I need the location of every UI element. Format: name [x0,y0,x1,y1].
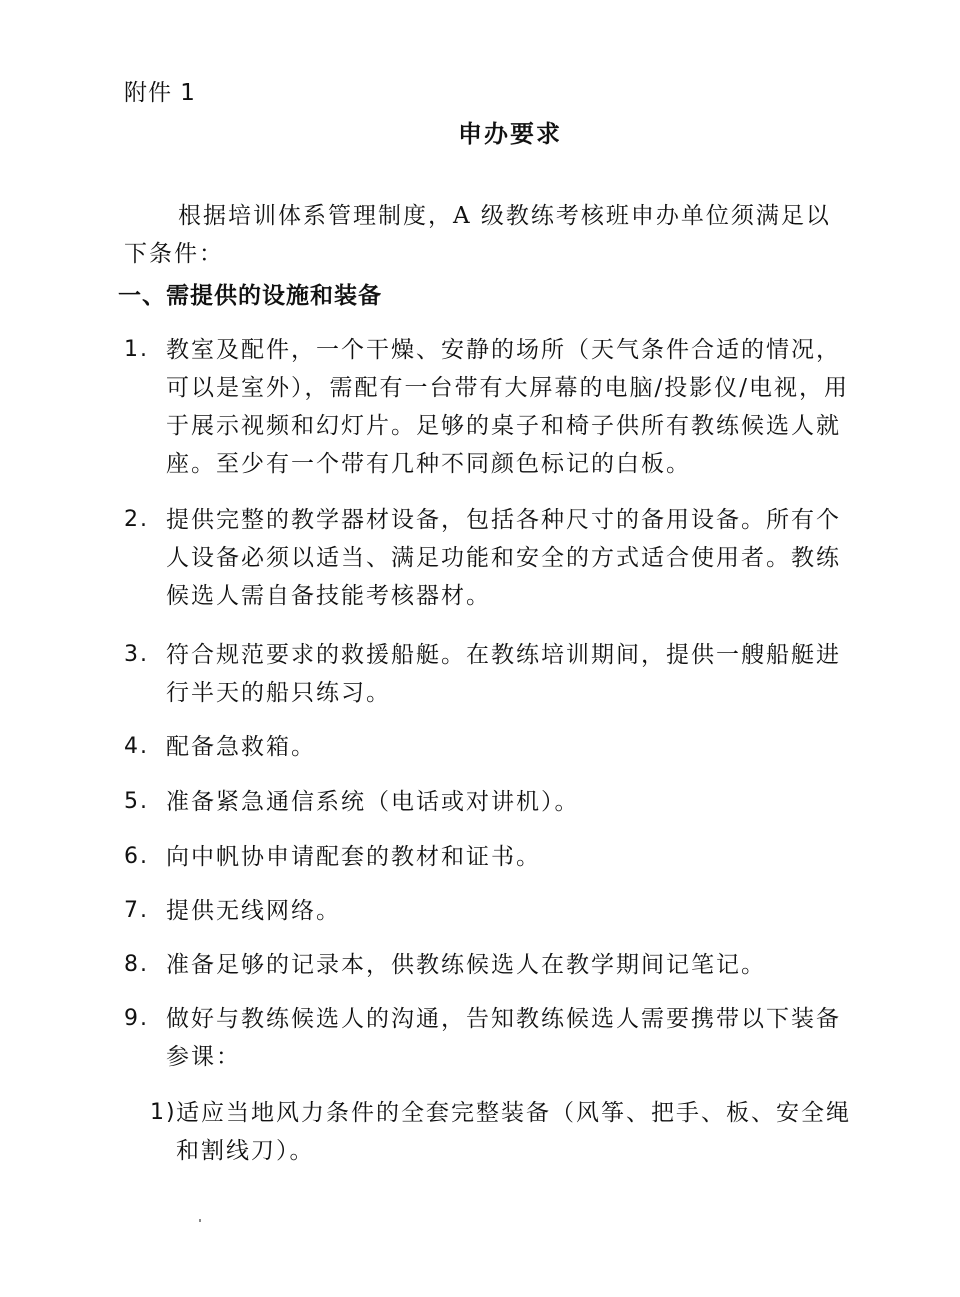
list-item-text: 提供完整的教学器材设备，包括各种尺寸的备用设备。所有个人设备必须以适当、满足功能和安全的方式适合使用者。教练候选人需自备技能考核器材。 [166,507,841,609]
list-item [124,946,854,984]
intro-paragraph: 根据培训体系管理制度，A 级教练考核班申办单位须满足以下条件： [124,203,831,267]
scan-speck [199,1219,201,1222]
list-item [124,892,854,930]
list-item-number: 8. [124,952,149,977]
attachment-label: 附件 1 [124,80,196,106]
list-item-text: 做好与教练候选人的沟通，告知教练候选人需要携带以下装备参课： [166,1006,841,1070]
sub-list-item [150,1094,860,1170]
list-item-number: 3. [124,642,149,667]
document-title: 申办要求 [458,120,562,148]
section-heading: 一、需提供的设施和装备 [118,283,382,309]
list-item-text: 教室及配件，一个干燥、安静的场所（天气条件合适的情况，可以是室外），需配有一台带有大屏幕的电脑/投影仪/电视，用于展示视频和幻灯片。足够的桌子和椅子供所有教练候选人就座。至少有一个带有几种不同颜色标记的白板。 [166,337,849,477]
list-item-number: 7. [124,898,149,923]
list-item-text: 符合规范要求的救援船艇。在教练培训期间，提供一艘船艇进行半天的船只练习。 [166,642,841,706]
list-item-text: 提供无线网络。 [166,898,341,924]
sub-list-item-number: 1) [150,1100,177,1125]
list-item-number: 4. [124,734,149,759]
list-item-number: 2. [124,507,149,532]
list-item [124,1000,854,1076]
list-item-number: 9. [124,1006,149,1031]
list-item-text: 向中帆协申请配套的教材和证书。 [166,844,541,870]
list-item [124,331,854,483]
list-item-text: 配备急救箱。 [166,734,316,760]
list-item [124,728,854,766]
list-item [124,838,854,876]
list-item [124,783,854,821]
list-item [124,501,854,615]
list-item [124,636,854,712]
list-item-number: 1. [124,337,149,362]
list-item-number: 5. [124,789,149,814]
sub-list-item-text: 适应当地风力条件的全套完整装备（风筝、把手、板、安全绳和割线刀）。 [176,1100,851,1164]
list-item-number: 6. [124,844,149,869]
list-item-text: 准备紧急通信系统（电话或对讲机）。 [166,789,580,815]
list-item-text: 准备足够的记录本，供教练候选人在教学期间记笔记。 [166,952,766,978]
